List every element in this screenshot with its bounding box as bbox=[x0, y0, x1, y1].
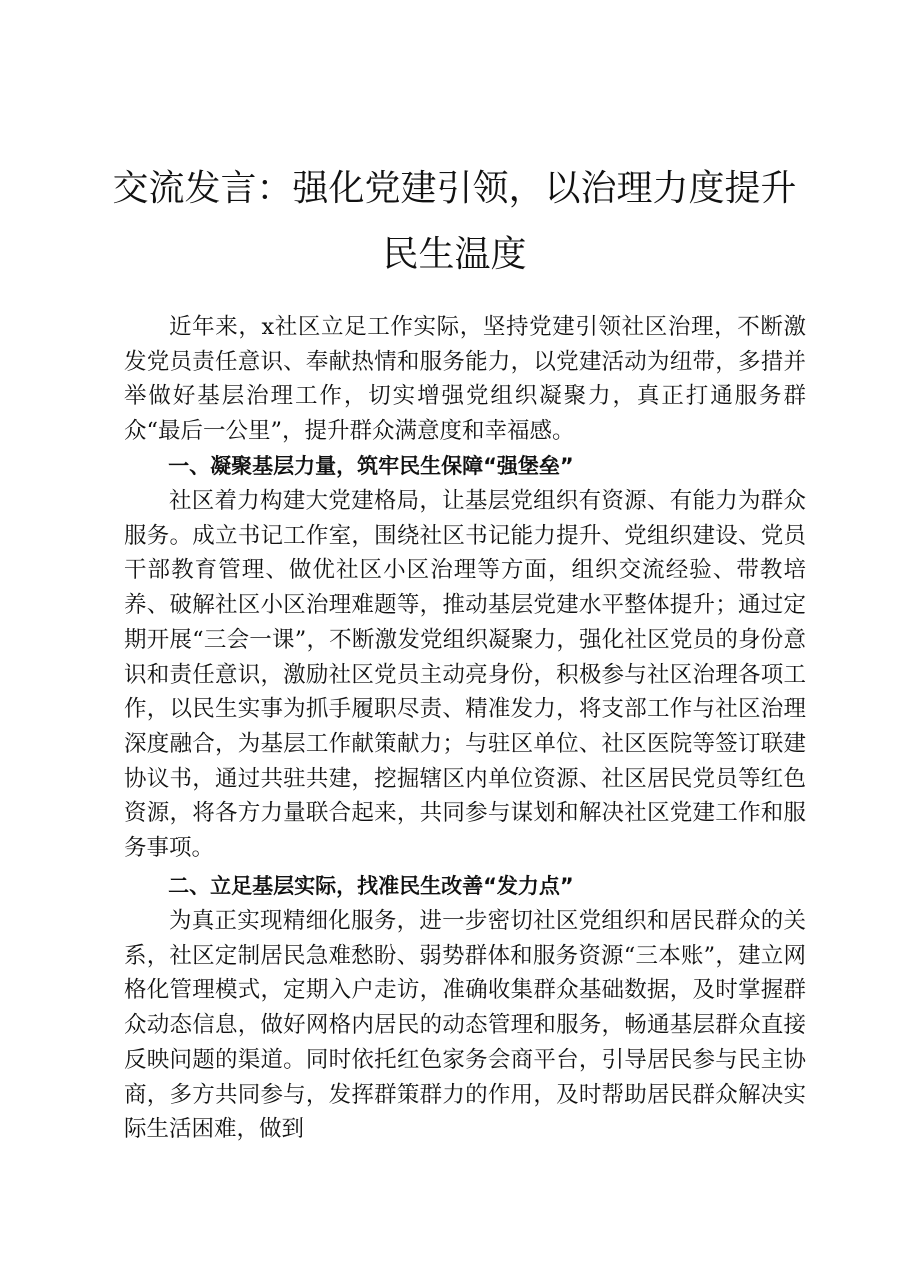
section-2-paragraph: 为真正实现精细化服务，进一步密切社区党组织和居民群众的关系，社区定制居民急难愁盼、弱势群体和服务资源“三本账”，建立网格化管理模式，定期入户走访，准确收集群众基础数据，及时掌握群众动态信息，做好网格内居民的动态管理和服务，畅通基层群众直接反映问题的渠道。同时依托红色家务会商平台，引导居民参与民主协商，多方共同参与，发挥群策群力的作用，及时帮助居民群众解决实际生活困难，做到 bbox=[124, 908, 806, 1143]
document-title: 交流发言：强化党建引领，以治理力度提升民生温度 bbox=[112, 168, 797, 275]
section-1-heading: 一、凝聚基层力量，筑牢民生保障“强堡垒” bbox=[168, 454, 574, 478]
intro-paragraph: 近年来，x社区立足工作实际，坚持党建引领社区治理，不断激发党员责任意识、奉献热情和服务能力，以党建活动为纽带，多措并举做好基层治理工作，切实增强党组织凝聚力，真正打通服务群众“最后一公里”，提升群众满意度和幸福感。 bbox=[124, 314, 806, 445]
section-2-heading: 二、立足基层实际，找准民生改善“发力点” bbox=[168, 874, 574, 898]
section-1-paragraph: 社区着力构建大党建格局，让基层党组织有资源、有能力为群众服务。成立书记工作室，围绕社区书记能力提升、党组织建设、党员干部教育管理、做优社区小区治理等方面，组织交流经验、带教培养、破解社区小区治理难题等，推动基层党建水平整体提升；通过定期开展“三会一课”，不断激发党组织凝聚力，强化社区党员的身份意识和责任意识，激励社区党员主动亮身份，积极参与社区治理各项工作，以民生实事为抓手履职尽责、精准发力，将支部工作与社区治理深度融合，为基层工作献策献力；与驻区单位、社区医院等签订联建协议书，通过共驻共建，挖掘辖区内单位资源、社区居民党员等红色资源，将各方力量联合起来，共同参与谋划和解决社区党建工作和服务事项。 bbox=[124, 488, 806, 862]
